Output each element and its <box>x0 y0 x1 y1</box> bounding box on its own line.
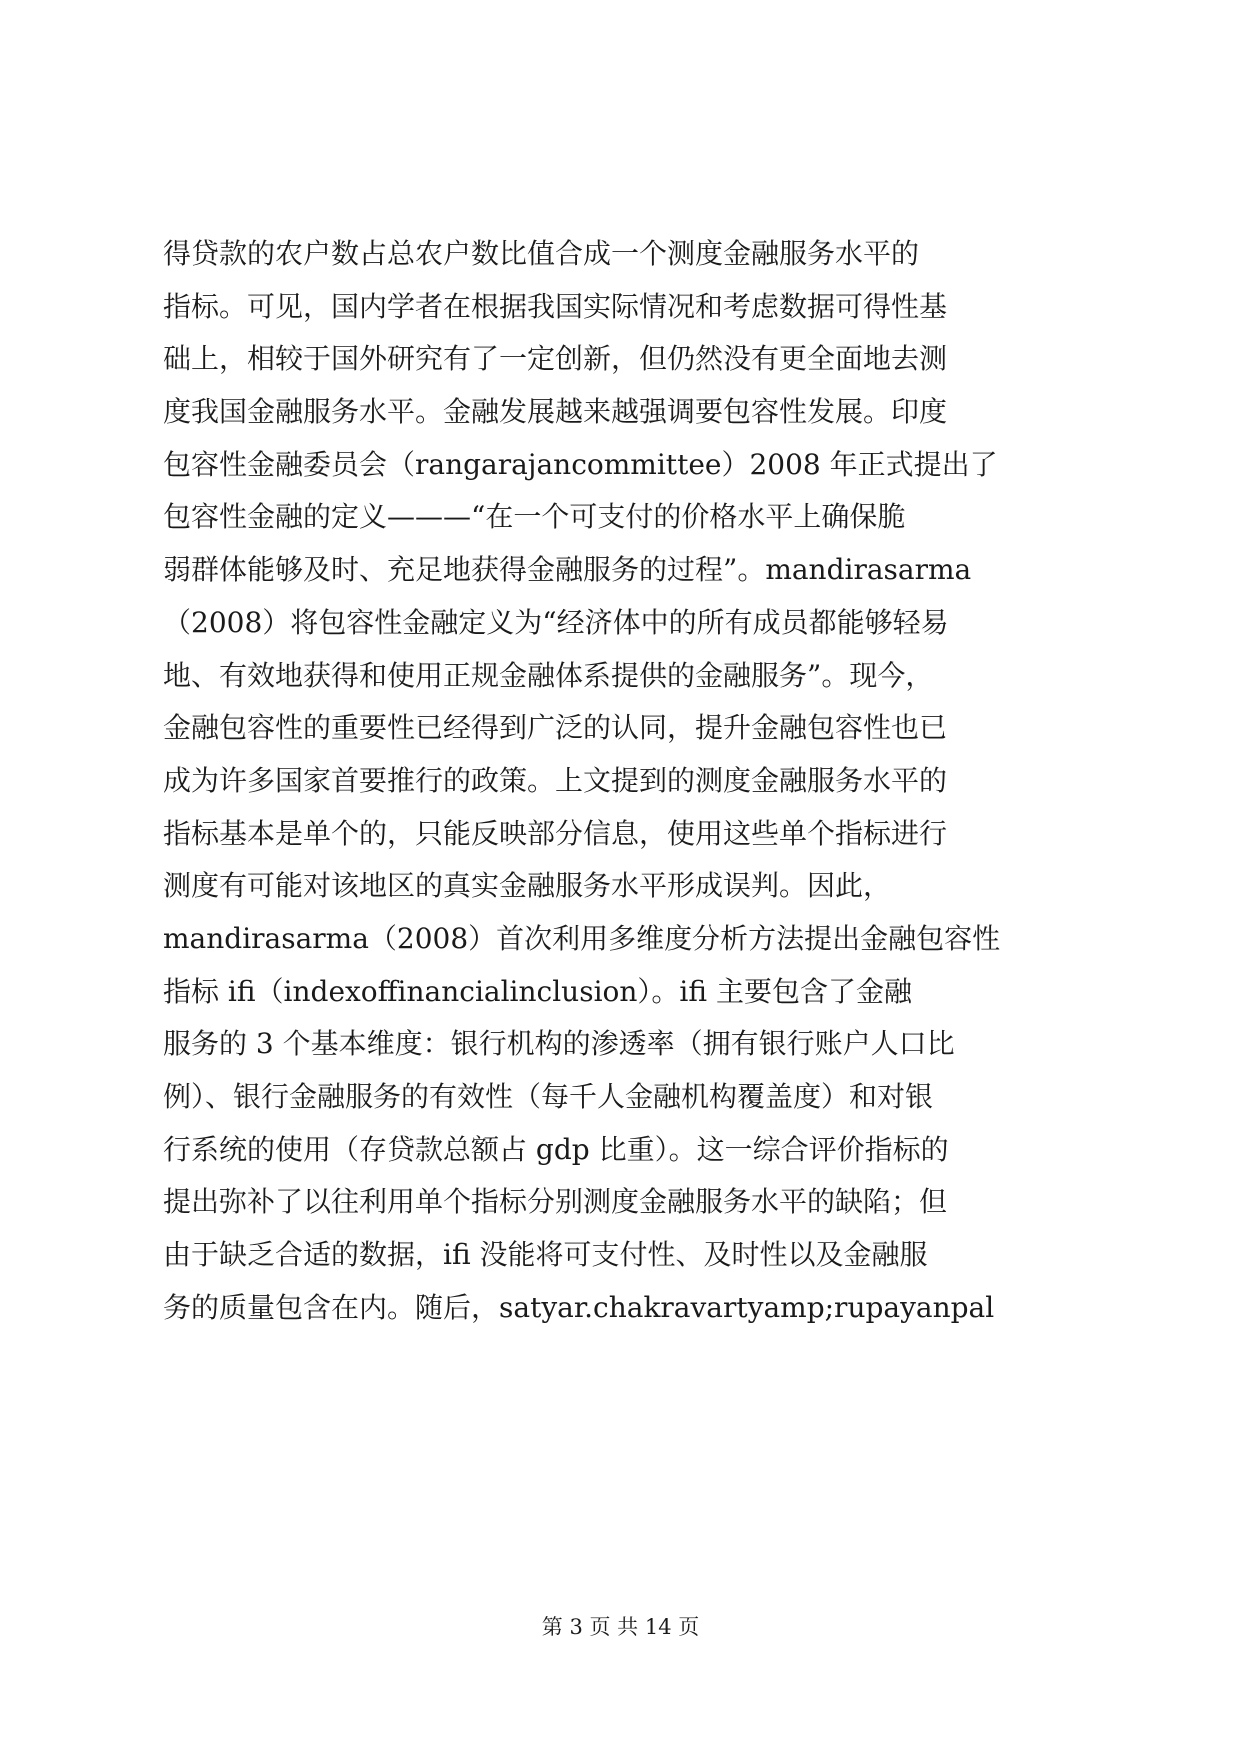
text-line: 金融包容性的重要性已经得到广泛的认同，提升金融包容性也已 <box>163 711 948 745</box>
text-line: 由于缺乏合适的数据，ifi 没能将可支付性、及时性以及金融服 <box>163 1238 928 1272</box>
text-line: 指标 ifi（indexoffinancialinclusion）。ifi 主要包含了金融 <box>163 974 912 1008</box>
text-line: 度我国金融服务水平。金融发展越来越强调要包容性发展。印度 <box>163 395 948 429</box>
text-line: 得贷款的农户数占总农户数比值合成一个测度金融服务水平的 <box>163 237 920 270</box>
text-line: 础上，相较于国外研究有了一定创新，但仍然没有更全面地去测 <box>163 342 948 376</box>
text-line: 测度有可能对该地区的真实金融服务水平形成误判。因此， <box>163 869 892 903</box>
text-line: 务的质量包含在内。随后，satyar.chakravartyamp;rupayanpal <box>163 1290 995 1324</box>
text-line: 服务的 3 个基本维度：银行机构的渗透率（拥有银行账户人口比 <box>163 1027 955 1061</box>
text-line: 例）、银行金融服务的有效性（每千人金融机构覆盖度）和对银 <box>163 1080 934 1113</box>
page-number-footer: 第 3 页 共 14 页 <box>541 1615 700 1639</box>
text-line: 成为许多国家首要推行的政策。上文提到的测度金融服务水平的 <box>163 763 948 797</box>
text-line: 弱群体能够及时、充足地获得金融服务的过程”。mandirasarma <box>163 553 972 587</box>
text-line: 提出弥补了以往利用单个指标分别测度金融服务水平的缺陷；但 <box>163 1185 948 1219</box>
text-line: （2008）将包容性金融定义为“经济体中的所有成员都能够轻易 <box>163 605 949 639</box>
text-line: 指标。可见，国内学者在根据我国实际情况和考虑数据可得性基 <box>163 289 948 323</box>
text-line: mandirasarma（2008）首次利用多维度分析方法提出金融包容性 <box>163 921 1001 955</box>
text-line: 包容性金融委员会（rangarajancommittee）2008 年正式提出了 <box>163 447 998 481</box>
text-line: 指标基本是单个的，只能反映部分信息，使用这些单个指标进行 <box>163 816 948 850</box>
text-line: 行系统的使用（存贷款总额占 gdp 比重）。这一综合评价指标的 <box>163 1132 949 1166</box>
text-line: 包容性金融的定义———“在一个可支付的价格水平上确保脆 <box>163 500 906 534</box>
text-line: 地、有效地获得和使用正规金融体系提供的金融服务”。现今， <box>163 658 934 692</box>
body-text <box>163 228 1083 1334</box>
